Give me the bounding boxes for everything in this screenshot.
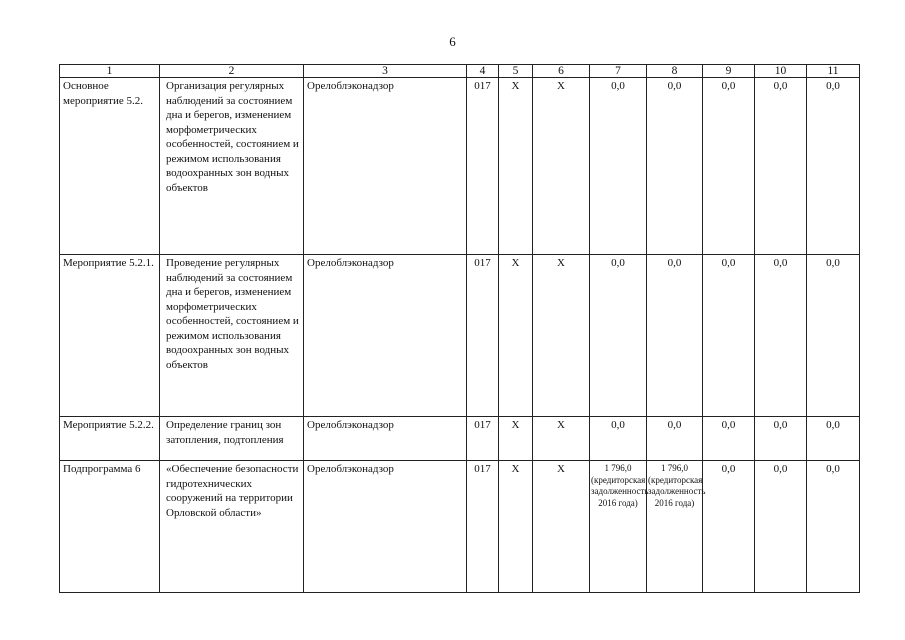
target-article: X [533, 461, 590, 593]
table-row [60, 461, 860, 593]
section-code: X [499, 78, 533, 255]
amount-col9: 0,0 [703, 78, 755, 255]
column-header: 6 [533, 65, 590, 78]
grbs-code: 017 [467, 78, 499, 255]
column-header: 2 [160, 65, 304, 78]
section-code: X [499, 255, 533, 417]
amount-col8: 1 796,0 (кредиторская задолженность 2016 года) [647, 461, 703, 593]
table-row [60, 417, 860, 461]
executor: Орелоблэконадзор [304, 461, 467, 593]
amount-col11: 0,0 [807, 417, 860, 461]
amount-col10: 0,0 [755, 417, 807, 461]
column-header: 9 [703, 65, 755, 78]
item-description: «Обеспечение безопасности гидротехнических сооружений на территории Орловской области» [160, 461, 304, 593]
amount-col8: 0,0 [647, 78, 703, 255]
grbs-code: 017 [467, 461, 499, 593]
item-code: Подпрограмма 6 [60, 461, 160, 593]
page-number: 6 [449, 34, 456, 49]
amount-col7: 0,0 [590, 255, 647, 417]
grbs-code: 017 [467, 417, 499, 461]
column-header: 3 [304, 65, 467, 78]
amount-col7: 1 796,0 (кредиторская задолженность 2016 года) [590, 461, 647, 593]
executor: Орелоблэконадзор [304, 417, 467, 461]
column-header: 4 [467, 65, 499, 78]
grbs-code: 017 [467, 255, 499, 417]
item-description: Организация регулярных наблюдений за состоянием дна и берегов, изменением морфометрических особенностей, состоянием и режимом использования водоохранных зон водных объектов [160, 78, 304, 255]
amount-col9: 0,0 [703, 461, 755, 593]
column-header: 8 [647, 65, 703, 78]
amount-col11: 0,0 [807, 461, 860, 593]
item-description: Проведение регулярных наблюдений за состоянием дна и берегов, изменением морфометрических особенностей, состоянием и режимом использования водоохранных зон водных объектов [160, 255, 304, 417]
table-row [60, 78, 860, 255]
amount-col9: 0,0 [703, 417, 755, 461]
amount-col10: 0,0 [755, 461, 807, 593]
column-header: 1 [60, 65, 160, 78]
column-header: 10 [755, 65, 807, 78]
table-row [60, 255, 860, 417]
executor: Орелоблэконадзор [304, 78, 467, 255]
amount-col8: 0,0 [647, 417, 703, 461]
section-code: X [499, 417, 533, 461]
header-row [60, 65, 860, 78]
column-header: 11 [807, 65, 860, 78]
target-article: X [533, 255, 590, 417]
column-header: 5 [499, 65, 533, 78]
item-code: Мероприятие 5.2.1. [60, 255, 160, 417]
amount-col10: 0,0 [755, 255, 807, 417]
column-header: 7 [590, 65, 647, 78]
amount-col7: 0,0 [590, 417, 647, 461]
amount-col7: 0,0 [590, 78, 647, 255]
target-article: X [533, 417, 590, 461]
section-code: X [499, 461, 533, 593]
amount-col8: 0,0 [647, 255, 703, 417]
item-code: Основное мероприятие 5.2. [60, 78, 160, 255]
amount-col11: 0,0 [807, 78, 860, 255]
item-code: Мероприятие 5.2.2. [60, 417, 160, 461]
amount-col11: 0,0 [807, 255, 860, 417]
amount-col9: 0,0 [703, 255, 755, 417]
target-article: X [533, 78, 590, 255]
program-table [59, 64, 860, 593]
item-description: Определение границ зон затопления, подтопления [160, 417, 304, 461]
executor: Орелоблэконадзор [304, 255, 467, 417]
amount-col10: 0,0 [755, 78, 807, 255]
